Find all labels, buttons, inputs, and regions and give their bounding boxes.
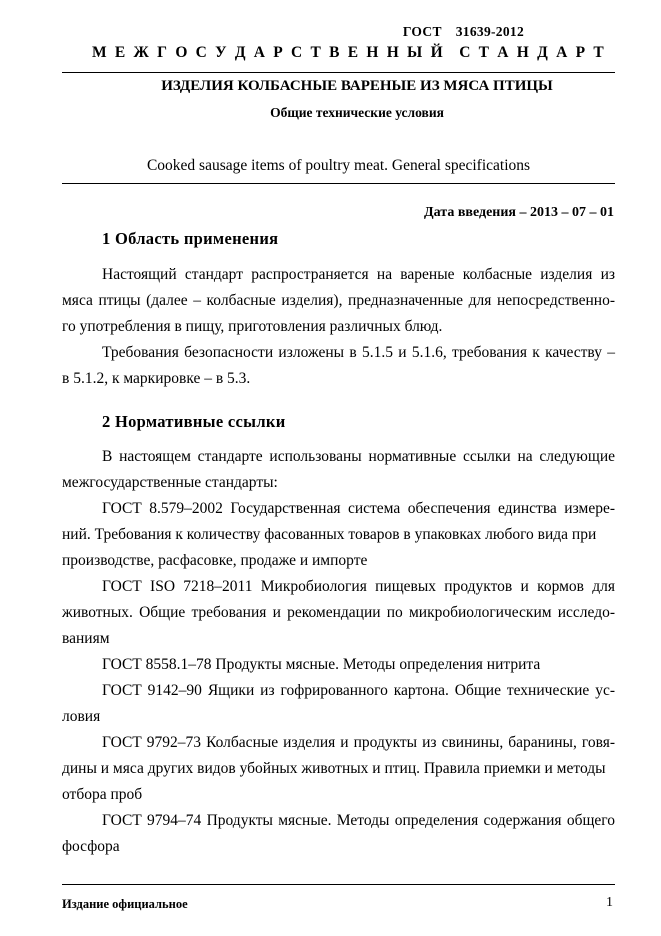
interstate-letter: А (253, 44, 265, 61)
interstate-letter: М (92, 44, 107, 61)
text-line: ГОСТ ISO 7218–2011 Микробиология пищевых продуктов и кормов для (102, 578, 615, 595)
interstate-letter: С (195, 44, 207, 61)
introduction-date: Дата введения – 2013 – 07 – 01 (424, 205, 614, 220)
interstate-letter: С (291, 44, 303, 61)
interstate-letter: Й (430, 44, 443, 61)
interstate-letter: Е (114, 44, 126, 61)
section-2-heading: 2 Нормативные ссылки (102, 412, 286, 431)
interstate-letter: Н (516, 44, 529, 61)
interstate-letter: В (329, 44, 340, 61)
page-number: 1 (606, 895, 613, 910)
text-line: Настоящий стандарт распространяется на вареные колбасные изделия из (102, 266, 615, 283)
text-line: ловия (62, 708, 101, 725)
footer-divider (62, 884, 615, 885)
interstate-letter: Е (347, 44, 359, 61)
interstate-letter: Д (234, 44, 246, 61)
standard-code (403, 24, 524, 40)
text-line: ГОСТ 8.579–2002 Государственная система обеспечения единства измере- (102, 500, 615, 517)
interstate-letter: Н (386, 44, 399, 61)
section-1-heading: 1 Область применения (102, 229, 279, 248)
text-line: дины и мяса других видов убойных животных и птиц. Правила приемки и методы (62, 760, 606, 777)
interstate-letter: О (175, 44, 188, 61)
interstate-standard-heading (92, 44, 604, 62)
text-line: производстве, расфасовке, продаже и импорте (62, 552, 368, 569)
text-line: фосфора (62, 838, 120, 855)
interstate-letter: А (497, 44, 509, 61)
text-line: В настоящем стандарте использованы нормативные ссылки на следующие (102, 448, 615, 465)
text-line: животных. Общие требования и рекомендации по микробиологическим исследо- (62, 604, 615, 621)
text-line: отбора проб (62, 786, 143, 803)
interstate-letter: Т (478, 44, 490, 61)
interstate-letter: Г (157, 44, 168, 61)
edition-label: Издание официальное (62, 897, 188, 911)
text-line: ний. Требования к количеству фасованных товаров в упаковках любого вида при (62, 526, 597, 543)
text-line: ГОСТ 9792–73 Колбасные изделия и продукты из свинины, баранины, говя- (102, 734, 615, 751)
document-title: ИЗДЕЛИЯ КОЛБАСНЫЕ ВАРЕНЫЕ ИЗ МЯСА ПТИЦЫ (161, 78, 553, 94)
text-line: ГОСТ 9142–90 Ящики из гофрированного картона. Общие технические ус- (102, 682, 615, 699)
section-2-body (62, 444, 615, 860)
text-line: ГОСТ 8558.1–78 Продукты мясные. Методы определения нитрита (102, 656, 541, 673)
standard-number: 31639-2012 (455, 24, 524, 39)
text-line: Требования безопасности изложены в 5.1.5 и 5.1.6, требования к качеству – (102, 344, 615, 361)
document-subtitle: Общие технические условия (270, 105, 444, 120)
interstate-letter: Д (537, 44, 548, 61)
text-line: го употребления в пищу, приготовления различных блюд. (62, 318, 443, 335)
interstate-letter: Н (366, 44, 379, 61)
interstate-letter: Р (273, 44, 283, 61)
text-line: мяса птицы (далее – колбасные изделия), предназначенные для непосредственно- (62, 292, 615, 309)
interstate-letter: Р (575, 44, 586, 61)
text-line: межгосударственные стандарты: (62, 474, 278, 491)
interstate-letter: А (556, 44, 568, 61)
interstate-letter: Ж (133, 44, 149, 61)
section-1-body (62, 262, 615, 392)
header-divider (62, 72, 615, 73)
interstate-letter: С (459, 44, 471, 61)
text-line: в 5.1.2, к маркировке – в 5.3. (62, 370, 251, 387)
interstate-letter: Т (593, 44, 604, 61)
interstate-letter: Ы (407, 44, 423, 61)
text-line: ваниям (62, 630, 110, 647)
interstate-letter: У (215, 44, 227, 61)
standard-prefix: ГОСТ (402, 24, 442, 39)
interstate-letter: Т (310, 44, 321, 61)
text-line: ГОСТ 9794–74 Продукты мясные. Методы определения содержания общего (102, 812, 615, 829)
english-title: Cooked sausage items of poultry meat. General specifications (146, 157, 531, 174)
title-divider (62, 183, 615, 184)
